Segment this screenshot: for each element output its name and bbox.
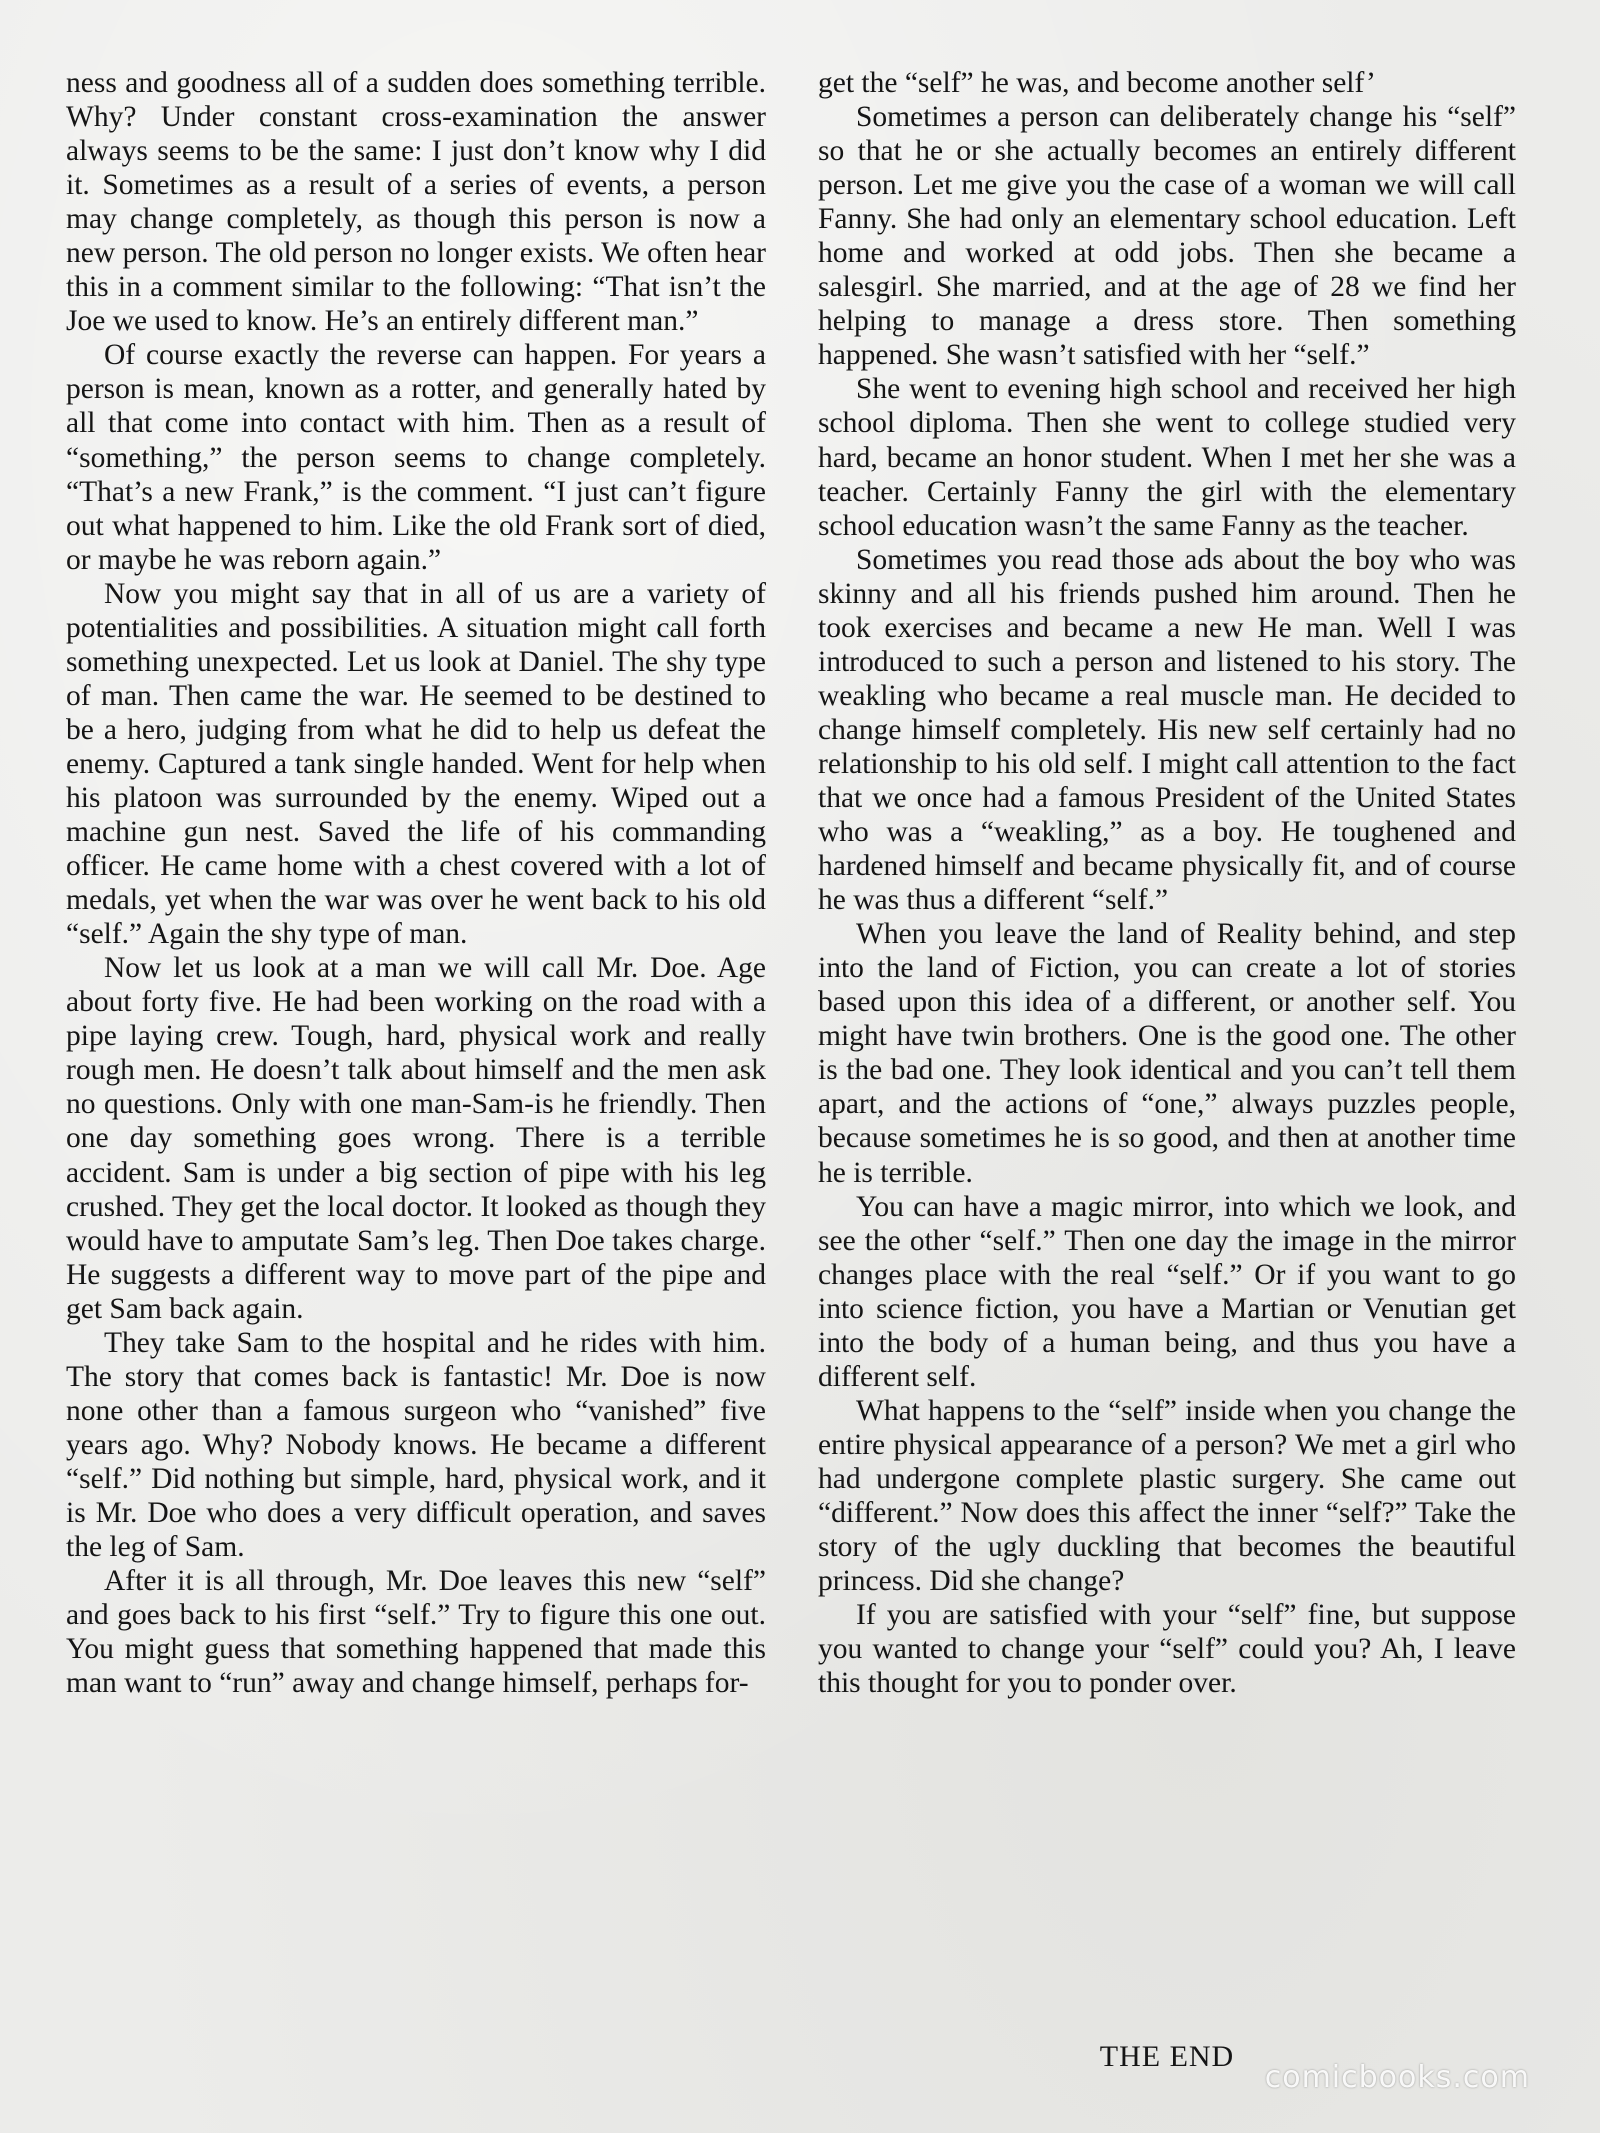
paragraph: They take Sam to the hospital and he rides with him. The story that comes back is fantastic! Mr. Doe is now none other than a famous surgeon who “vanished” five years ago. Why? Nobody knows. He became a different “self.” Did nothing but simple, hard, physical work, and it is Mr. Doe who does a very difficult operation, and saves the leg of Sam. [66,1326,766,1564]
paragraph: When you leave the land of Reality behind, and step into the land of Fiction, you can create a lot of stories based upon this idea of a different, or another self. You might have twin brothers. One is the good one. The other is the bad one. They look identical and you can’t tell them apart, and the actions of “one,” always puzzles people, because sometimes he is so good, and then at another time he is terrible. [818,918,1516,1189]
paragraph: She went to evening high school and received her high school diploma. Then she went to college studied very hard, became an honor student. When I met her she was a teacher. Certainly Fanny the girl with the elementary school education wasn’t the same Fanny as the teacher. [818,373,1516,542]
text-column-left [66,66,766,1700]
paragraph: After it is all through, Mr. Doe leaves this new “self” and goes back to his first “self.” Try to figure this one out. You might guess that something happened that made this man want to “run” away and change himself, perhaps for- [66,1565,766,1700]
paragraph: Sometimes you read those ads about the boy who was skinny and all his friends pushed him around. Then he took exercises and became a new He man. Well I was introduced to such a person and listened to his story. The weakling who became a real muscle man. He decided to change himself completely. His new self certainly had no relationship to his old self. I might call attention to the fact that we once had a famous President of the United States who was a “weakling,” as a boy. He toughened and hardened himself and became physically fit, and of course he was thus a different “self.” [818,543,1516,917]
paragraph: Sometimes a person can deliberately change his “self” so that he or she actually becomes an entirely different person. Let me give you the case of a woman we will call Fanny. She had only an elementary school education. Left home and worked at odd jobs. Then she became a salesgirl. She married, and at the age of 28 we find her helping to manage a dress store. Then something happened. She wasn’t satisfied with her “self.” [818,101,1516,372]
the-end-label: THE END [1099,2040,1235,2073]
paragraph: If you are satisfied with your “self” fine, but suppose you wanted to change your “self” could you? Ah, I leave this thought for you to ponder over. [818,1599,1516,1700]
text-column-right [818,66,1516,1700]
paragraph: What happens to the “self” inside when you change the entire physical appearance of a person? We met a girl who had undergone complete plastic surgery. She came out “different.” Now does this affect the inner “self?” Take the story of the ugly duckling that becomes the beautiful princess. Did she change? [818,1394,1516,1598]
paragraph: You can have a magic mirror, into which we look, and see the other “self.” Then one day the image in the mirror changes place with the real “self.” Or if you want to go into science fiction, you have a Martian or Venutian get into the body of a human being, and thus you have a different self. [818,1190,1516,1393]
paragraph: Now let us look at a man we will call Mr. Doe. Age about forty five. He had been working on the road with a pipe laying crew. Tough, hard, physical work and really rough men. He doesn’t talk about himself and the men ask no questions. Only with one man-Sam-is he friendly. Then one day something goes wrong. There is a terrible accident. Sam is under a big section of pipe with his leg crushed. They get the local doctor. It looked as though they would have to amputate Sam’s leg. Then Doe takes charge. He suggests a different way to move part of the pipe and get Sam back again. [66,952,766,1325]
paragraph: ness and goodness all of a sudden does something terrible. Why? Under constant cross-examination the answer always seems to be the same: I just don’t know why I did it. Sometimes as a result of a series of events, a person may change completely, as though this person is now a new person. The old person no longer exists. We often hear this in a comment similar to the following: “That isn’t the Joe we used to know. He’s an entirely different man.” [66,67,766,338]
paragraph: Of course exactly the reverse can happen. For years a person is mean, known as a rotter, and generally hated by all that come into contact with him. Then as a result of “something,” the person seems to change completely. “That’s a new Frank,” is the comment. “I just can’t figure out what happened to him. Like the old Frank sort of died, or maybe he was reborn again.” [66,339,766,576]
paragraph: get the “self” he was, and become another self’ [818,67,1376,99]
paragraph: Now you might say that in all of us are a variety of potentialities and possibilities. A situation might call forth something unexpected. Let us look at Daniel. The shy type of man. Then came the war. He seemed to be destined to be a hero, judging from what he did to help us defeat the enemy. Captured a tank single handed. Went for help when his platoon was surrounded by the enemy. Wiped out a machine gun nest. Saved the life of his commanding officer. He came home with a chest covered with a lot of medals, yet when the war was over he went back to his old “self.” Again the shy type of man. [66,577,766,951]
watermark: comicbooks.com [1264,2060,1530,2095]
